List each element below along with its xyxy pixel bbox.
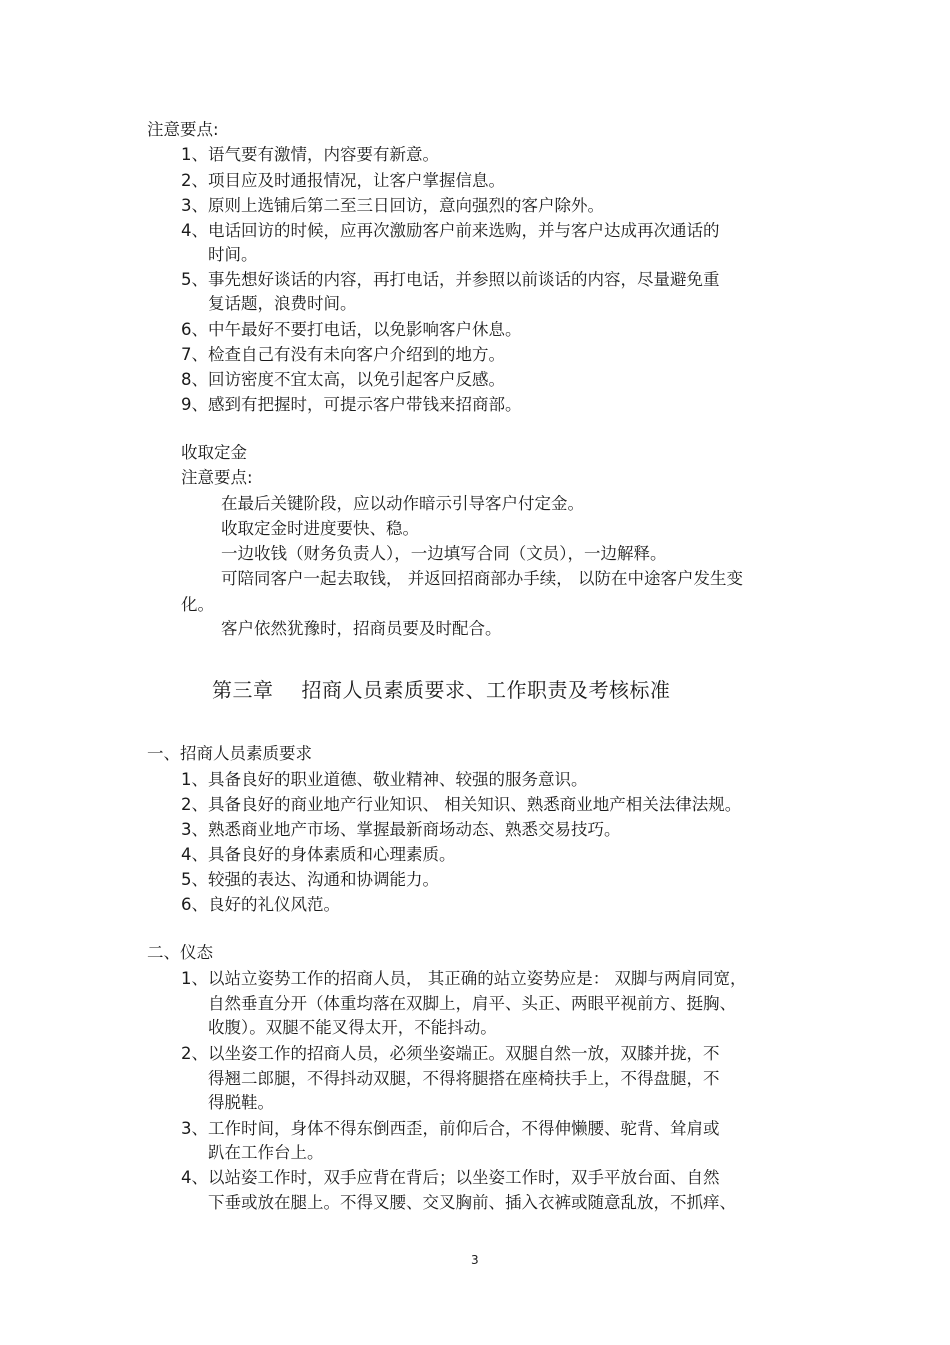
paragraph-line: 一边收钱（财务负责人），一边填写合同（文员），一边解释。 <box>221 544 667 563</box>
list-item: 5、较强的表达、沟通和协调能力。 <box>181 870 439 889</box>
list-item-continuation: 得翘二郎腿，不得抖动双腿，不得将腿搭在座椅扶手上，不得盘腿，不 <box>208 1069 720 1088</box>
section-heading: 一、招商人员素质要求 <box>147 744 312 763</box>
page-number: 3 <box>471 1253 479 1267</box>
list-item: 1、具备良好的职业道德、敬业精神、较强的服务意识。 <box>181 770 588 789</box>
list-item-continuation: 下垂或放在腿上。不得叉腰、交叉胸前、插入衣裤或随意乱放，不抓痒、 <box>208 1193 736 1212</box>
paragraph-line: 收取定金时进度要快、稳。 <box>221 519 419 538</box>
paragraph-line: 客户依然犹豫时，招商员要及时配合。 <box>221 619 502 638</box>
list-item: 6、良好的礼仪风范。 <box>181 895 340 914</box>
chapter-heading: 招商人员素质要求、工作职责及考核标准 <box>301 678 671 702</box>
list-item: 4、以站姿工作时，双手应背在背后；以坐姿工作时，双手平放台面、自然 <box>181 1168 720 1187</box>
list-item-continuation: 自然垂直分开（体重均落在双脚上，肩平、头正、两眼平视前方、挺胸、 <box>208 994 736 1013</box>
paragraph-line: 可陪同客户一起去取钱， 并返回招商部办手续， 以防在中途客户发生变 <box>221 569 743 588</box>
notes-heading: 注意要点: <box>147 120 219 139</box>
list-item-continuation: 收腹）。双腿不能叉得太开，不能抖动。 <box>208 1018 497 1037</box>
list-item: 2、以坐姿工作的招商人员，必须坐姿端正。双腿自然一放，双膝并拢，不 <box>181 1044 720 1063</box>
chapter-title <box>212 676 671 704</box>
list-item: 2、具备良好的商业地产行业知识、 相关知识、熟悉商业地产相关法律法规。 <box>181 795 742 814</box>
deposit-title: 收取定金 <box>181 443 247 462</box>
chapter-label: 第三章 <box>212 678 274 702</box>
list-item: 3、熟悉商业地产市场、掌握最新商场动态、熟悉交易技巧。 <box>181 820 621 839</box>
list-item: 1、以站立姿势工作的招商人员， 其正确的站立姿势应是： 双脚与两肩同宽， <box>181 969 747 988</box>
list-item: 7、检查自己有没有未向客户介绍到的地方。 <box>181 345 505 364</box>
list-item: 4、电话回访的时候，应再次激励客户前来选购，并与客户达成再次通话的 <box>181 221 720 240</box>
list-item: 9、感到有把握时，可提示客户带钱来招商部。 <box>181 395 522 414</box>
list-item: 4、具备良好的身体素质和心理素质。 <box>181 845 456 864</box>
section-heading: 二、仪态 <box>147 943 213 962</box>
list-item: 3、工作时间，身体不得东倒西歪，前仰后合，不得伸懒腰、驼背、耸肩或 <box>181 1119 720 1138</box>
list-item: 8、回访密度不宜太高，以免引起客户反感。 <box>181 370 505 389</box>
list-item-continuation: 复话题，浪费时间。 <box>208 294 357 313</box>
paragraph-line: 化。 <box>181 595 214 614</box>
list-item-continuation: 时间。 <box>208 245 258 264</box>
list-item-continuation: 得脱鞋。 <box>208 1093 274 1112</box>
list-item: 1、语气要有激情，内容要有新意。 <box>181 145 439 164</box>
list-item: 5、事先想好谈话的内容，再打电话，并参照以前谈话的内容，尽量避免重 <box>181 270 720 289</box>
paragraph-line: 在最后关键阶段，应以动作暗示引导客户付定金。 <box>221 494 584 513</box>
list-item: 2、项目应及时通报情况，让客户掌握信息。 <box>181 171 505 190</box>
deposit-notes-heading: 注意要点: <box>181 468 253 487</box>
list-item: 6、中午最好不要打电话，以免影响客户休息。 <box>181 320 522 339</box>
list-item-continuation: 趴在工作台上。 <box>208 1143 324 1162</box>
list-item: 3、原则上选铺后第二至三日回访，意向强烈的客户除外。 <box>181 196 604 215</box>
